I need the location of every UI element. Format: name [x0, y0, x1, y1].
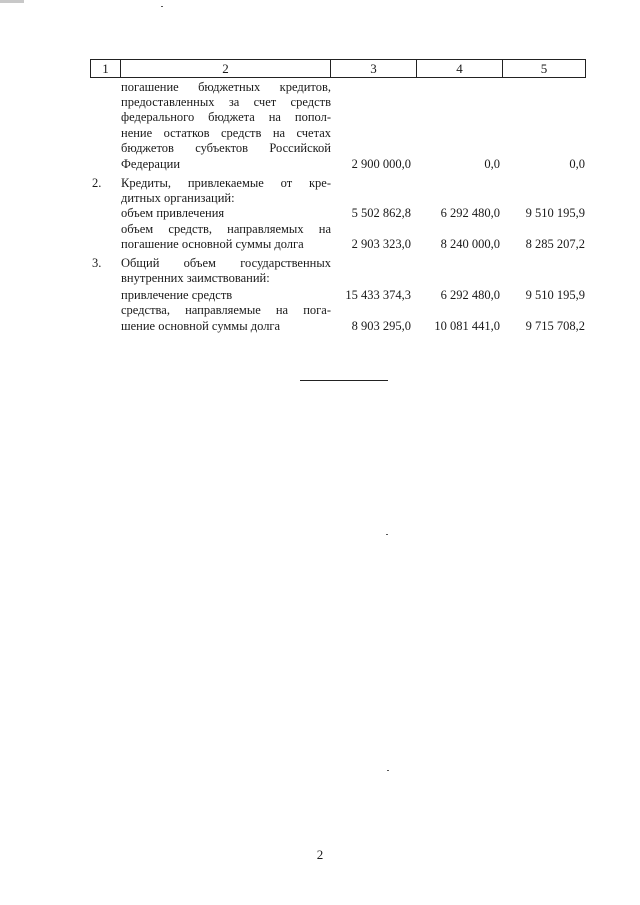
row2-title-line: Кредиты, привлекаемые от кре-: [121, 176, 331, 190]
column-number-1: 1: [91, 60, 121, 77]
row1-value-col5: 0,0: [569, 157, 585, 171]
row3-sub1-col5: 9 510 195,9: [525, 288, 585, 302]
row2-sub2-line: погашение основной суммы долга: [121, 237, 304, 251]
end-of-table-divider: [300, 380, 388, 381]
row3-sub1-label: привлечение средств: [121, 288, 233, 302]
row3-sub1-col4: 6 292 480,0: [440, 288, 500, 302]
row1-value-col3: 2 900 000,0: [351, 157, 411, 171]
row2-sub2-col5: 8 285 207,2: [525, 237, 585, 251]
row3-sub1-col3: 15 433 374,3: [345, 288, 411, 302]
column-number-3: 3: [331, 60, 417, 77]
column-number-2: 2: [121, 60, 331, 77]
row1-text-line: погашение бюджетных кредитов,: [121, 80, 331, 94]
scan-speck: [387, 770, 389, 771]
row2-sub1-col4: 6 292 480,0: [440, 206, 500, 220]
row3-sub2-col5: 9 715 708,2: [525, 319, 585, 333]
row1-text-line: предоставленных за счет средств: [121, 95, 331, 109]
row3-sub2-col3: 8 903 295,0: [351, 319, 411, 333]
column-number-4: 4: [417, 60, 503, 77]
row1-text-line: Федерации: [121, 157, 181, 171]
table-header-row: [90, 59, 586, 78]
column-number-5: 5: [540, 61, 548, 76]
row2-sub2-line: объем средств, направляемых на: [121, 222, 331, 236]
row2-number: 2.: [92, 176, 102, 190]
row1-text-line: федерального бюджета на попол-: [121, 110, 331, 124]
row3-title-line: Общий объем государственных: [121, 256, 331, 270]
scan-artifact: [0, 0, 24, 3]
row3-sub2-line: шение основной суммы долга: [121, 319, 281, 333]
row3-number: 3.: [92, 256, 102, 270]
scan-speck: [161, 6, 163, 7]
scan-speck: [386, 534, 388, 535]
row2-title-line: дитных организаций:: [121, 191, 235, 205]
row1-text-line: бюджетов субъектов Российской: [121, 141, 331, 155]
row3-sub2-col4: 10 081 441,0: [434, 319, 500, 333]
row2-sub1-col5: 9 510 195,9: [525, 206, 585, 220]
row2-sub1-label: объем привлечения: [121, 206, 225, 220]
row3-title-line: внутренних заимствований:: [121, 271, 270, 285]
row3-sub2-line: средства, направляемые на пога-: [121, 303, 331, 317]
page-number: 2: [316, 847, 324, 862]
row1-value-col4: 0,0: [484, 157, 500, 171]
row2-sub2-col3: 2 903 323,0: [351, 237, 411, 251]
row1-text-line: нение остатков средств на счетах: [121, 126, 331, 140]
row2-sub1-col3: 5 502 862,8: [351, 206, 411, 220]
row2-sub2-col4: 8 240 000,0: [440, 237, 500, 251]
